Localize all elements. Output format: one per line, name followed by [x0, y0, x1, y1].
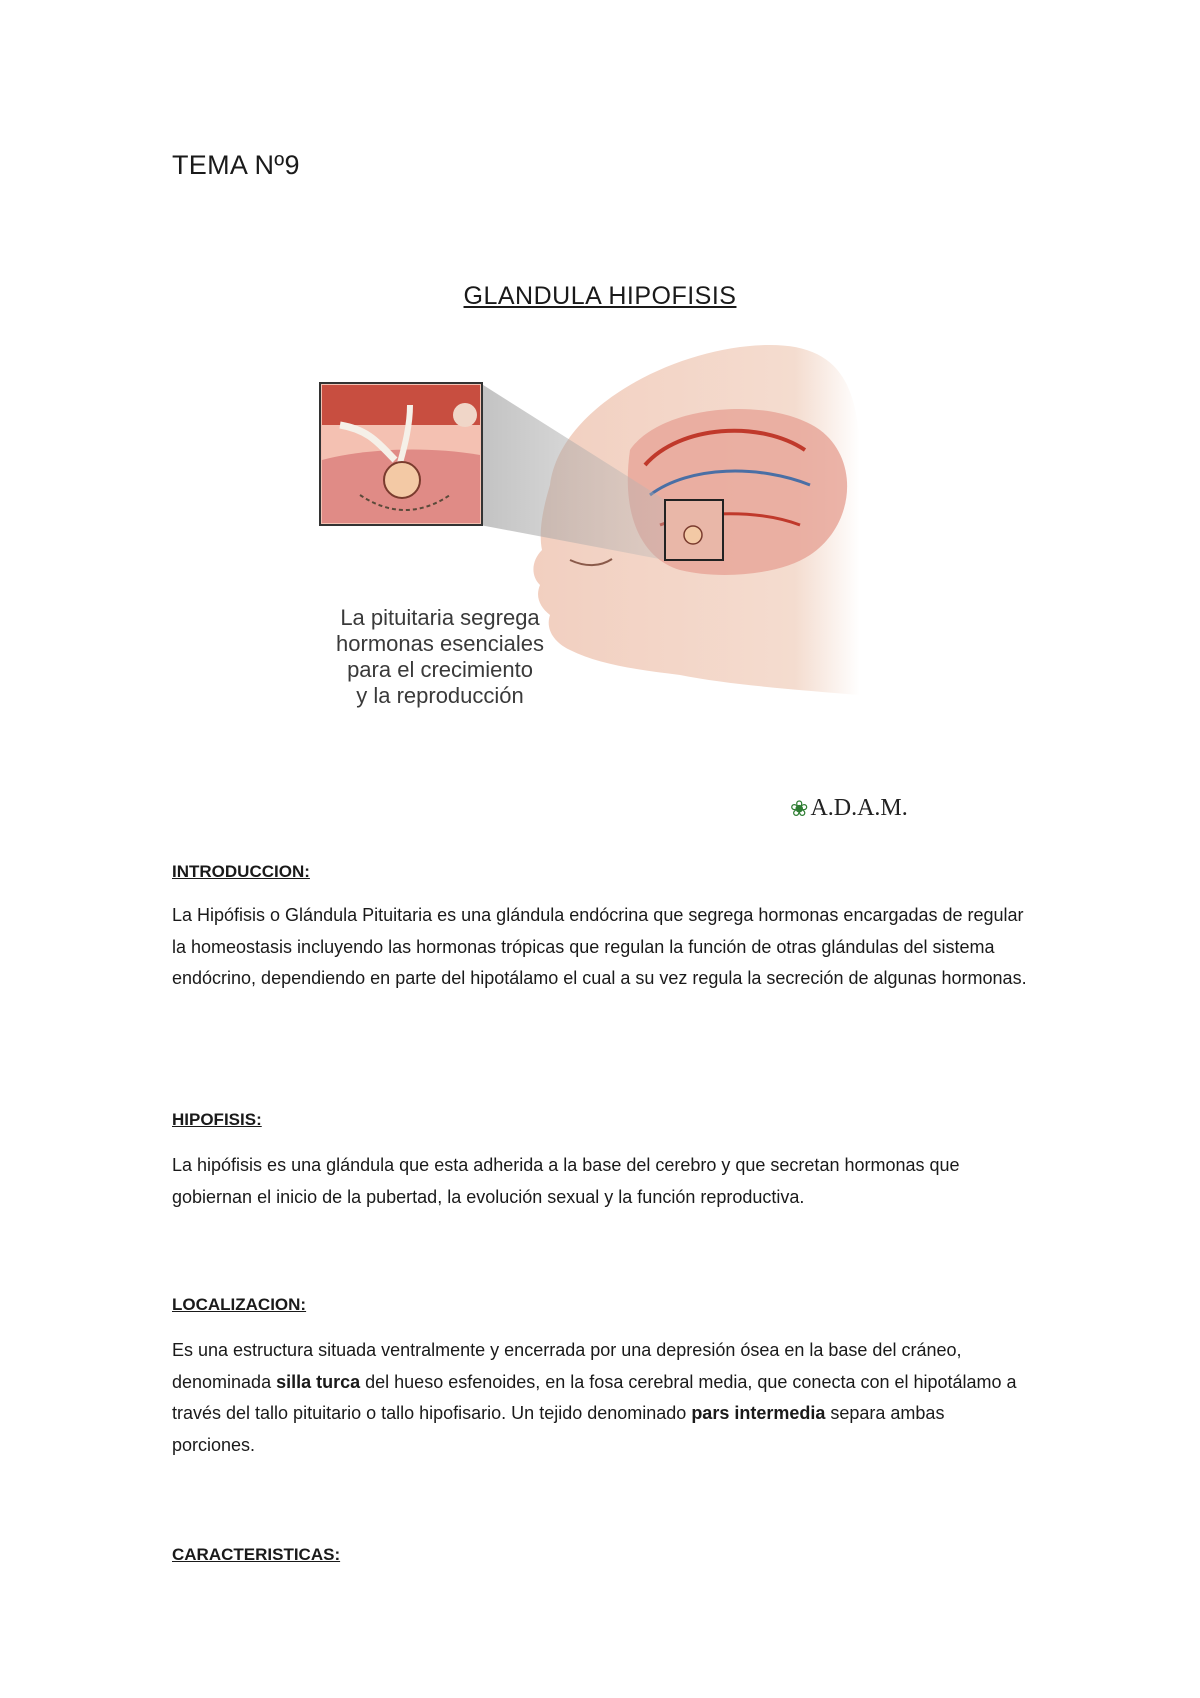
localizacion-text-2: del hueso esfenoides, en la fosa cerebral media, que conecta con el hipotálamo a través del tallo pituitario o tallo hipofisario. Un tejido denominado — [172, 1371, 1017, 1423]
term-pars-intermedia: pars intermedia — [691, 1403, 826, 1423]
paragraph-localizacion — [172, 1335, 1032, 1461]
caption-line: para el crecimiento — [347, 657, 533, 682]
topic-number: TEMA Nº9 — [172, 150, 300, 180]
page-title: GLANDULA HIPOFISIS — [463, 282, 737, 310]
inset-closeup — [320, 383, 482, 525]
paragraph-hipofisis: La hipófisis es una glándula que esta adherida a la base del cerebro y que secretan hormonas que gobiernan el inicio de la pubertad, la evolución sexual y la función reproductiva. — [172, 1155, 960, 1207]
localizacion-text-1: Es una estructura situada ventralmente y encerrada por una depresión ósea en la base del cráneo, denominada — [172, 1340, 962, 1392]
caption-line: y la reproducción — [356, 683, 524, 708]
paragraph-introduccion: La Hipófisis o Glándula Pituitaria es una glándula endócrina que segrega hormonas encargadas de regular la homeostasis incluyendo las hormonas trópicas que regulan la función de otras glándulas del sistema endócrino, dependiendo en parte del hipotálamo el cual a su vez regula la secreción de algunas hormonas. — [172, 905, 1027, 988]
heading-caracteristicas: CARACTERISTICAS: — [172, 1545, 341, 1564]
figure-caption — [300, 605, 580, 709]
caption-line: hormonas esenciales — [336, 631, 544, 656]
heading-localizacion: LOCALIZACION: — [172, 1295, 307, 1314]
localizacion-text-3: separa ambas porciones. — [172, 1403, 945, 1455]
adam-logo — [790, 795, 908, 822]
heading-hipofisis: HIPOFISIS: — [172, 1110, 262, 1129]
leaf-icon: ❀ — [790, 795, 809, 821]
caption-line: La pituitaria segrega — [340, 605, 540, 630]
heading-introduccion: INTRODUCCION: — [172, 862, 310, 881]
term-silla-turca: silla turca — [276, 1371, 361, 1392]
adam-logo-text: A.D.A.M. — [810, 795, 908, 821]
